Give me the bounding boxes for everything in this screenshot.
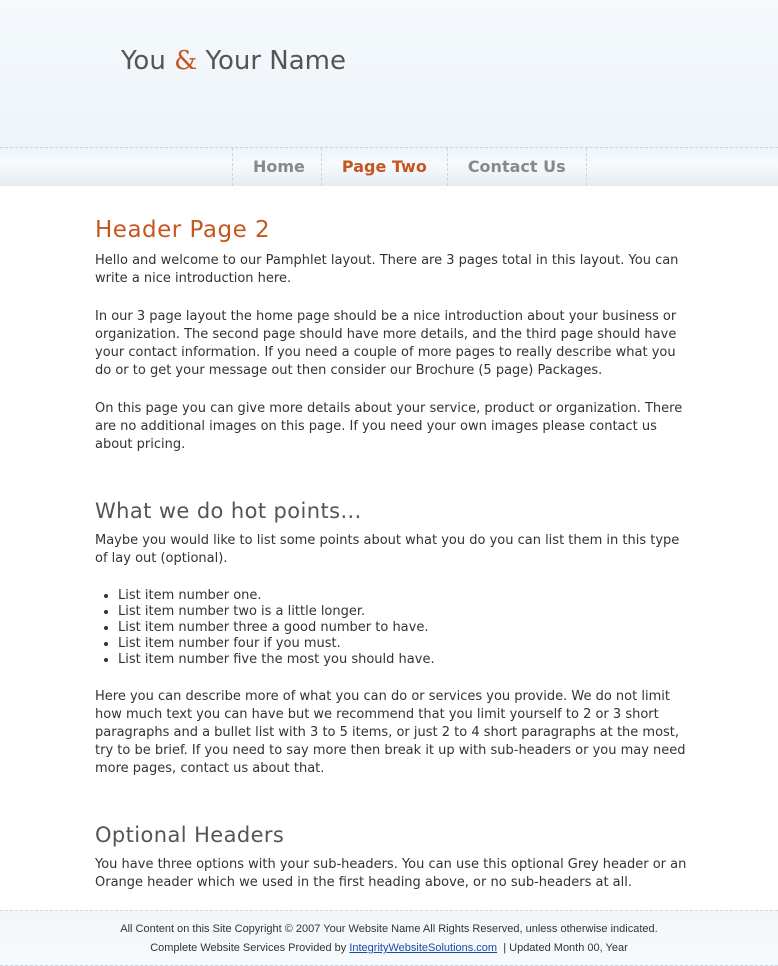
hot-points-heading: What we do hot points... <box>95 499 362 523</box>
navigation-bar <box>0 147 778 186</box>
nav-item-contact-us[interactable]: Contact Us <box>448 148 587 186</box>
footer-services-link[interactable]: IntegrityWebsiteSolutions.com <box>349 942 498 954</box>
intro-paragraph: Hello and welcome to our Pamphlet layout. There are 3 pages total in this layout. You can write a nice introduction here. <box>95 253 679 286</box>
footer-updated: | Updated Month 00, Year <box>503 942 628 954</box>
services-paragraph: Here you can describe more of what you can do or services you provide. We do not limit how much text you can have but we recommend that you limit yourself to 2 or 3 short paragraphs and a bullet list with 3 to 5 items, or just 2 to 4 short paragraphs at the most, try to be brief. If you need to say more then break it up with sub-headers or you may need more pages, contact us about that. <box>95 689 686 776</box>
page-heading: Header Page 2 <box>95 217 271 243</box>
hot-points-list <box>95 588 695 668</box>
site-logo[interactable] <box>121 46 346 76</box>
footer-copyright: All Content on this Site Copyright © 2007 Your Website Name All Rights Reserved, unless otherwise indicated. <box>120 923 658 935</box>
nav-item-home[interactable]: Home <box>233 148 322 186</box>
footer-services-line <box>0 942 778 954</box>
list-item: • List item number four if you must. <box>118 636 695 652</box>
optional-headers-heading: Optional Headers <box>95 823 285 847</box>
spacer <box>95 474 695 496</box>
list-item: • List item number two is a little longer. <box>118 604 695 620</box>
list-item: • List item number one. <box>118 588 695 604</box>
site-footer <box>0 910 778 966</box>
footer-services-prefix: Complete Website Services Provided by <box>150 942 347 954</box>
logo-text-your-name: Your Name <box>205 46 346 76</box>
list-item: • List item number five the most you should have. <box>118 652 695 668</box>
site-header <box>0 0 778 147</box>
main-content <box>95 214 695 912</box>
logo-ampersand: & <box>174 46 198 76</box>
nav-item-page-two[interactable]: Page Two <box>322 148 448 186</box>
optional-headers-paragraph: You have three options with your sub-headers. You can use this optional Grey header or an Orange header which we used in the first heading above, or no sub-headers at all. <box>95 857 687 890</box>
list-item: • List item number three a good number to have. <box>118 620 695 636</box>
details-paragraph: On this page you can give more details about your service, product or organization. There are no additional images on this page. If you need your own images please contact us about pricing. <box>95 401 683 452</box>
main-nav <box>232 148 587 186</box>
layout-paragraph: In our 3 page layout the home page should be a nice introduction about your business or organization. The second page should have more details, and the third page should have your contact information. If you need a couple of more pages to really describe what you do or to get your message out then consider our Brochure (5 page) Packages. <box>95 309 677 378</box>
spacer <box>95 798 695 820</box>
logo-text-you: You <box>121 46 166 76</box>
hot-points-paragraph: Maybe you would like to list some points about what you do you can list them in this type of lay out (optional). <box>95 533 680 566</box>
